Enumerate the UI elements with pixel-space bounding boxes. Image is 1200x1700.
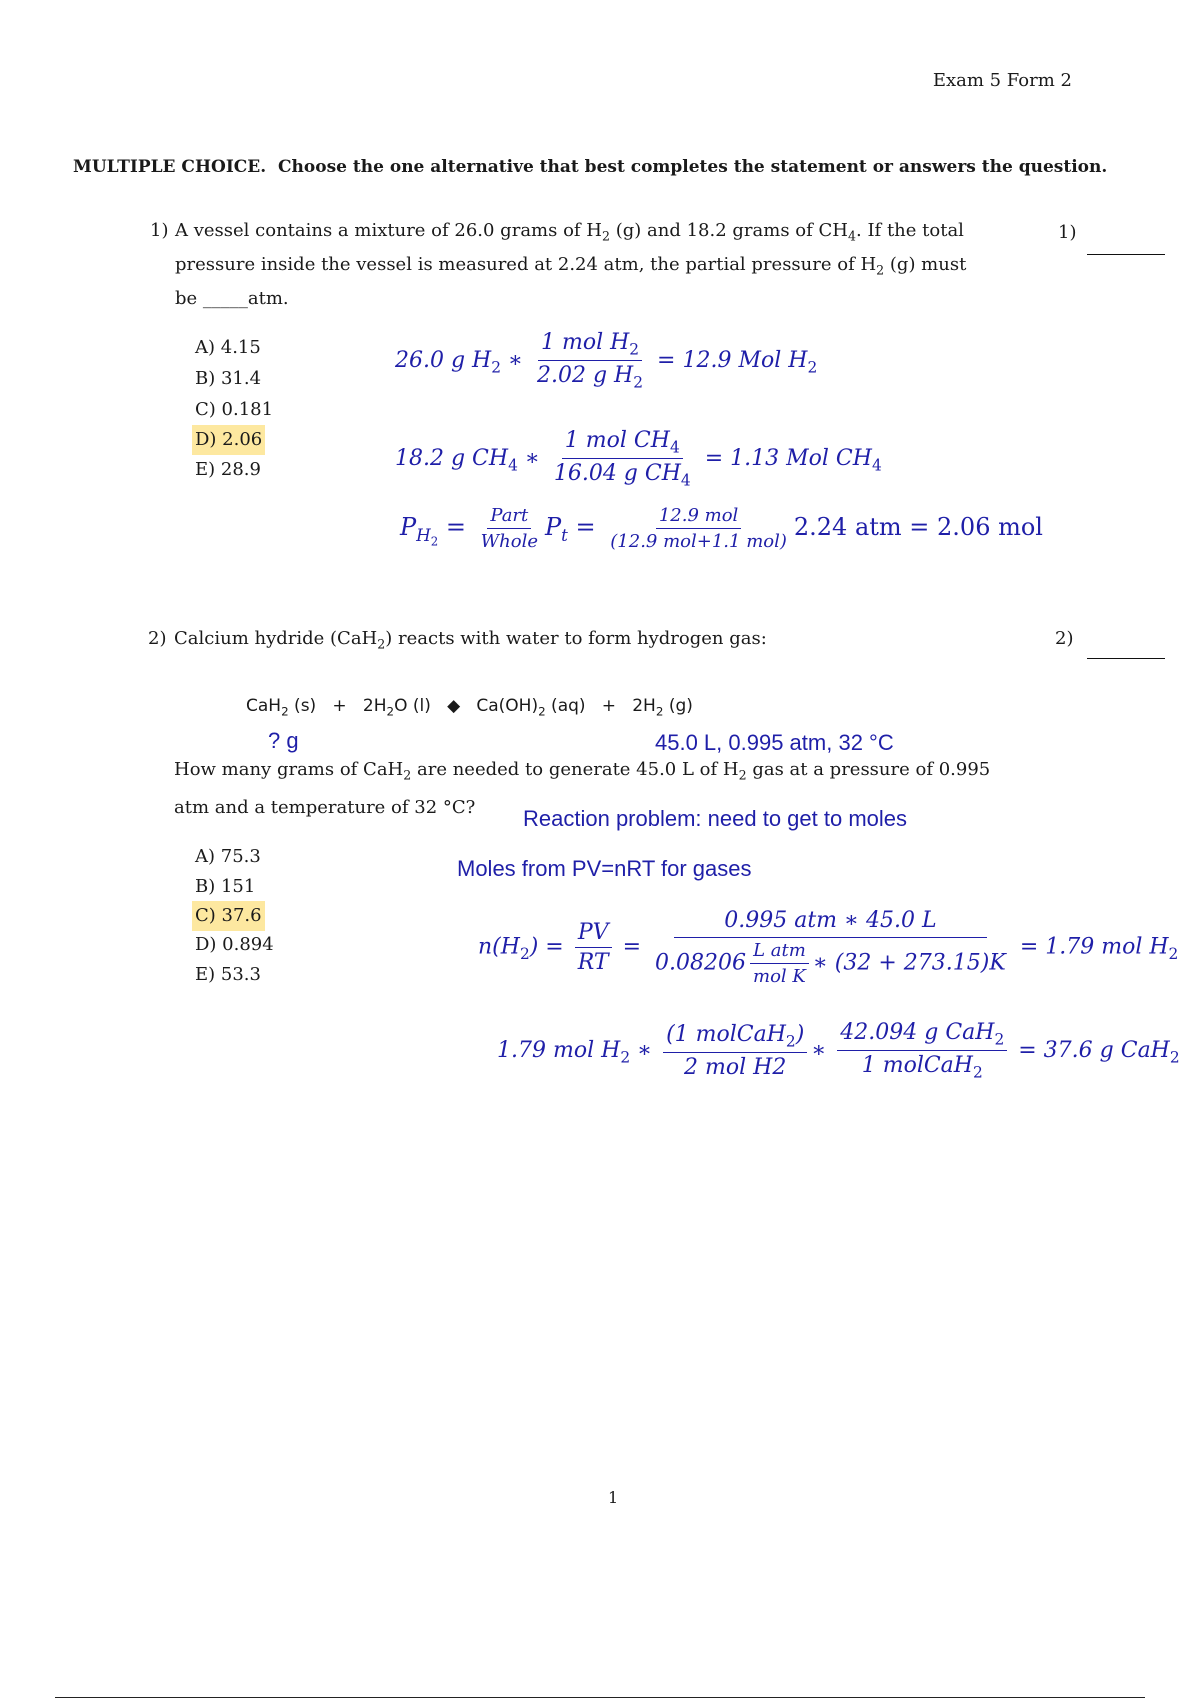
q2-option-c[interactable]: C) 37.6	[192, 901, 265, 931]
q1-line2: pressure inside the vessel is measured at 2.24 atm, the partial pressure of $H_2$ (g) must	[175, 254, 967, 278]
q1-answer-number: 1)	[1058, 222, 1077, 243]
note-reaction: Reaction problem: need to get to moles	[523, 806, 908, 831]
q1-line3: be _____atm.	[175, 288, 289, 309]
note-conditions: 45.0 L, 0.995 atm, 32 °C	[655, 730, 894, 755]
q1-option-c[interactable]: C) 0.181	[195, 399, 274, 420]
q1-work-line3: $P_{H_2}$ = $\frac{\text{Part}}{\text{Whole}}$ $P_t$ = $\frac{\text{12.9 mol}}{\text{(12.9 mol+1.1 mol)}}$ 2.24 atm = 2.06 mol	[400, 505, 1043, 552]
footer-divider	[55, 1697, 1145, 1698]
page-number: 1	[608, 1488, 619, 1507]
q1-line1: A vessel contains a mixture of 26.0 grams of $H_2$ (g) and 18.2 grams of $CH_4$. If the total	[175, 220, 964, 244]
arrow-icon: ◆	[447, 696, 461, 716]
q2-question-line1: How many grams of CaH$_2$ are needed to generate 45.0 L of $H_2$ gas at a pressure of 0.995	[174, 759, 991, 783]
q1-option-d[interactable]: D) 2.06	[192, 425, 265, 455]
q1-option-e[interactable]: E) 28.9	[195, 459, 261, 480]
q1-option-b[interactable]: B) 31.4	[195, 368, 262, 389]
q2-option-d[interactable]: D) 0.894	[195, 934, 274, 955]
instructions-text: Choose the one alternative that best completes the statement or answers the question.	[278, 157, 1108, 177]
q1-option-a[interactable]: A) 4.15	[195, 337, 261, 358]
q2-option-e[interactable]: E) 53.3	[195, 964, 261, 985]
q2-work-stoich: 1.79 mol $H_2$ ∗ $\frac{(1 molCaH_2)}{\text{2 mol H2}}$ ∗ $\frac{42.094 g CaH_2}{1 molCaH_2}$ = 37.6 g CaH$_2$	[497, 1020, 1180, 1082]
q2-intro: Calcium hydride (CaH$_2$) reacts with water to form hydrogen gas:	[174, 628, 767, 652]
q1-work-line2: 18.2 g $CH_4$ ∗ $\frac{1 mol CH_4}{16.04 g CH_4}$ = 1.13 Mol $CH_4$	[395, 428, 882, 490]
q2-option-b[interactable]: B) 151	[195, 876, 256, 897]
q2-question-line2: atm and a temperature of 32 °C?	[174, 797, 476, 818]
note-unknown-grams: ? g	[268, 728, 299, 753]
note-moles: Moles from PV=nRT for gases	[457, 856, 752, 881]
q2-answer-number: 2)	[1055, 628, 1074, 649]
exam-label: Exam 5 Form 2	[932, 70, 1072, 91]
q2-number: 2)	[148, 628, 167, 649]
q1-number: 1)	[150, 220, 169, 241]
reaction-equation: CaH$_2$ (s) + $2H_2O$ (l) ◆ $Ca(OH)_2$ (aq) + $2H_2$ (g)	[246, 696, 693, 719]
q2-answer-blank[interactable]	[1087, 640, 1165, 663]
q1-work-line1: 26.0 g $H_2$ ∗ $\frac{1 mol H_2}{2.02 g H_2}$ = 12.9 Mol $H_2$	[395, 330, 818, 392]
q2-option-a[interactable]: A) 75.3	[195, 846, 261, 867]
instructions-lead: MULTIPLE CHOICE.	[73, 157, 267, 177]
instructions	[73, 155, 1113, 180]
q1-answer-blank[interactable]	[1087, 236, 1165, 259]
q2-work-ideal-gas: $n(H_2)$ = $\frac{PV}{RT}$ = 0.995 atm ∗ 45.0 L 0.08206 $\frac{\text{L atm}}{\text{mol K}}$ ∗ (32 + 273.15)K = 1.79 mol $H_2$	[478, 908, 1179, 987]
